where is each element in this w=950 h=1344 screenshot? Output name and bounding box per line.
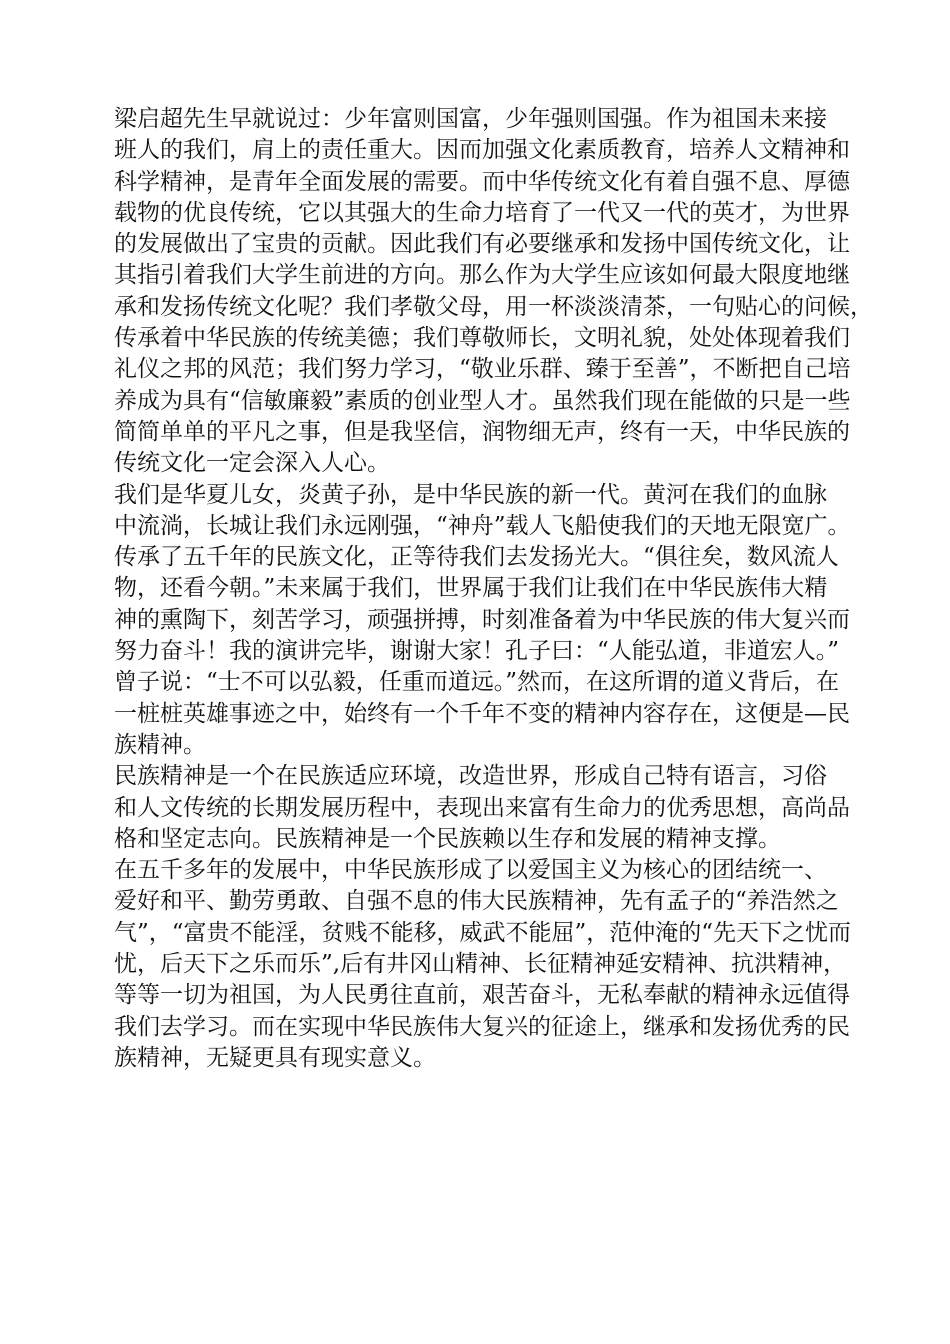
text-line: 班人的我们，肩上的责任重大。因而加强文化素质教育，培养人文精神和 — [114, 137, 850, 164]
text-line: 我们是华夏儿女，炎黄子孙，是中华民族的新一代。黄河在我们的血脉 — [114, 481, 827, 508]
text-line: 格和坚定志向。民族精神是一个民族赖以生存和发展的精神支撑。 — [114, 825, 781, 852]
text-line: 族精神，无疑更具有现实意义。 — [114, 1044, 436, 1071]
text-line: 我们去学习。而在实现中华民族伟大复兴的征途上，继承和发扬优秀的民 — [114, 1013, 850, 1040]
text-line: 传承着中华民族的传统美德；我们尊敬师长，文明礼貌，处处体现着我们 — [114, 325, 850, 352]
text-line: 传统文化一定会深入人心。 — [114, 450, 390, 477]
text-line: 承和发扬传统文化呢？我们孝敬父母，用一杯淡淡清茶，一句贴心的问候， — [114, 293, 873, 320]
text-line: 的发展做出了宝贵的贡献。因此我们有必要继承和发扬中国传统文化，让 — [114, 231, 850, 258]
paragraph-2 — [114, 480, 874, 762]
text-line: 科学精神，是青年全面发展的需要。而中华传统文化有着自强不息、厚德 — [114, 168, 850, 195]
text-line: 等等一切为祖国，为人民勇往直前，艰苦奋斗，无私奉献的精神永远值得 — [114, 982, 850, 1009]
text-line: 简简单单的平凡之事，但是我坚信，润物细无声，终有一天，中华民族的 — [114, 418, 850, 445]
text-line: 养成为具有“信敏廉毅”素质的创业型人才。虽然我们现在能做的只是一些 — [114, 387, 851, 414]
text-line: 一桩桩英雄事迹之中，始终有一个千年不变的精神内容存在，这便是—民 — [114, 700, 850, 727]
text-line: 载物的优良传统，它以其强大的生命力培育了一代又一代的英才，为世界 — [114, 199, 850, 226]
text-line: 神的熏陶下，刻苦学习，顽强拼搏，时刻准备着为中华民族的伟大复兴而 — [114, 606, 850, 633]
text-line: 气”，“富贵不能淫，贫贱不能移，威武不能屈”，范仲淹的“先天下之忧而 — [114, 919, 852, 946]
text-line: 努力奋斗！我的演讲完毕，谢谢大家！孔子曰：“人能弘道，非道宏人。” — [114, 638, 840, 665]
paragraph-4 — [114, 855, 874, 1074]
text-line: 忧，后天下之乐而乐”,后有井冈山精神、长征精神延安精神、抗洪精神， — [114, 951, 847, 978]
text-line: 传承了五千年的民族文化，正等待我们去发扬光大。“俱往矣，数风流人 — [114, 544, 839, 571]
text-line: 中流淌，长城让我们永远刚强，“神舟”载人飞船使我们的天地无限宽广。 — [114, 512, 851, 539]
paragraph-3 — [114, 761, 874, 855]
text-line: 民族精神是一个在民族适应环境，改造世界，形成自己特有语言，习俗 — [114, 763, 827, 790]
text-line: 礼仪之邦的风范；我们努力学习，“敬业乐群、臻于至善”，不断把自己培 — [114, 356, 851, 383]
text-line: 其指引着我们大学生前进的方向。那么作为大学生应该如何最大限度地继 — [114, 262, 850, 289]
text-line: 爱好和平、勤劳勇敢、自强不息的伟大民族精神，先有孟子的“养浩然之 — [114, 888, 839, 915]
text-line: 物，还看今朝。”未来属于我们，世界属于我们让我们在中华民族伟大精 — [114, 575, 828, 602]
text-line: 在五千多年的发展中，中华民族形成了以爱国主义为核心的团结统一、 — [114, 857, 827, 884]
text-line: 和人文传统的长期发展历程中，表现出来富有生命力的优秀思想，高尚品 — [114, 794, 850, 821]
text-line: 梁启超先生早就说过：少年富则国富，少年强则国强。作为祖国未来接 — [114, 106, 827, 132]
text-line: 曾子说：“士不可以弘毅，任重而道远。”然而，在这所谓的道义背后，在 — [114, 669, 840, 696]
text-line: 族精神。 — [114, 731, 206, 758]
document-body — [114, 104, 874, 1074]
paragraph-1 — [114, 104, 874, 480]
